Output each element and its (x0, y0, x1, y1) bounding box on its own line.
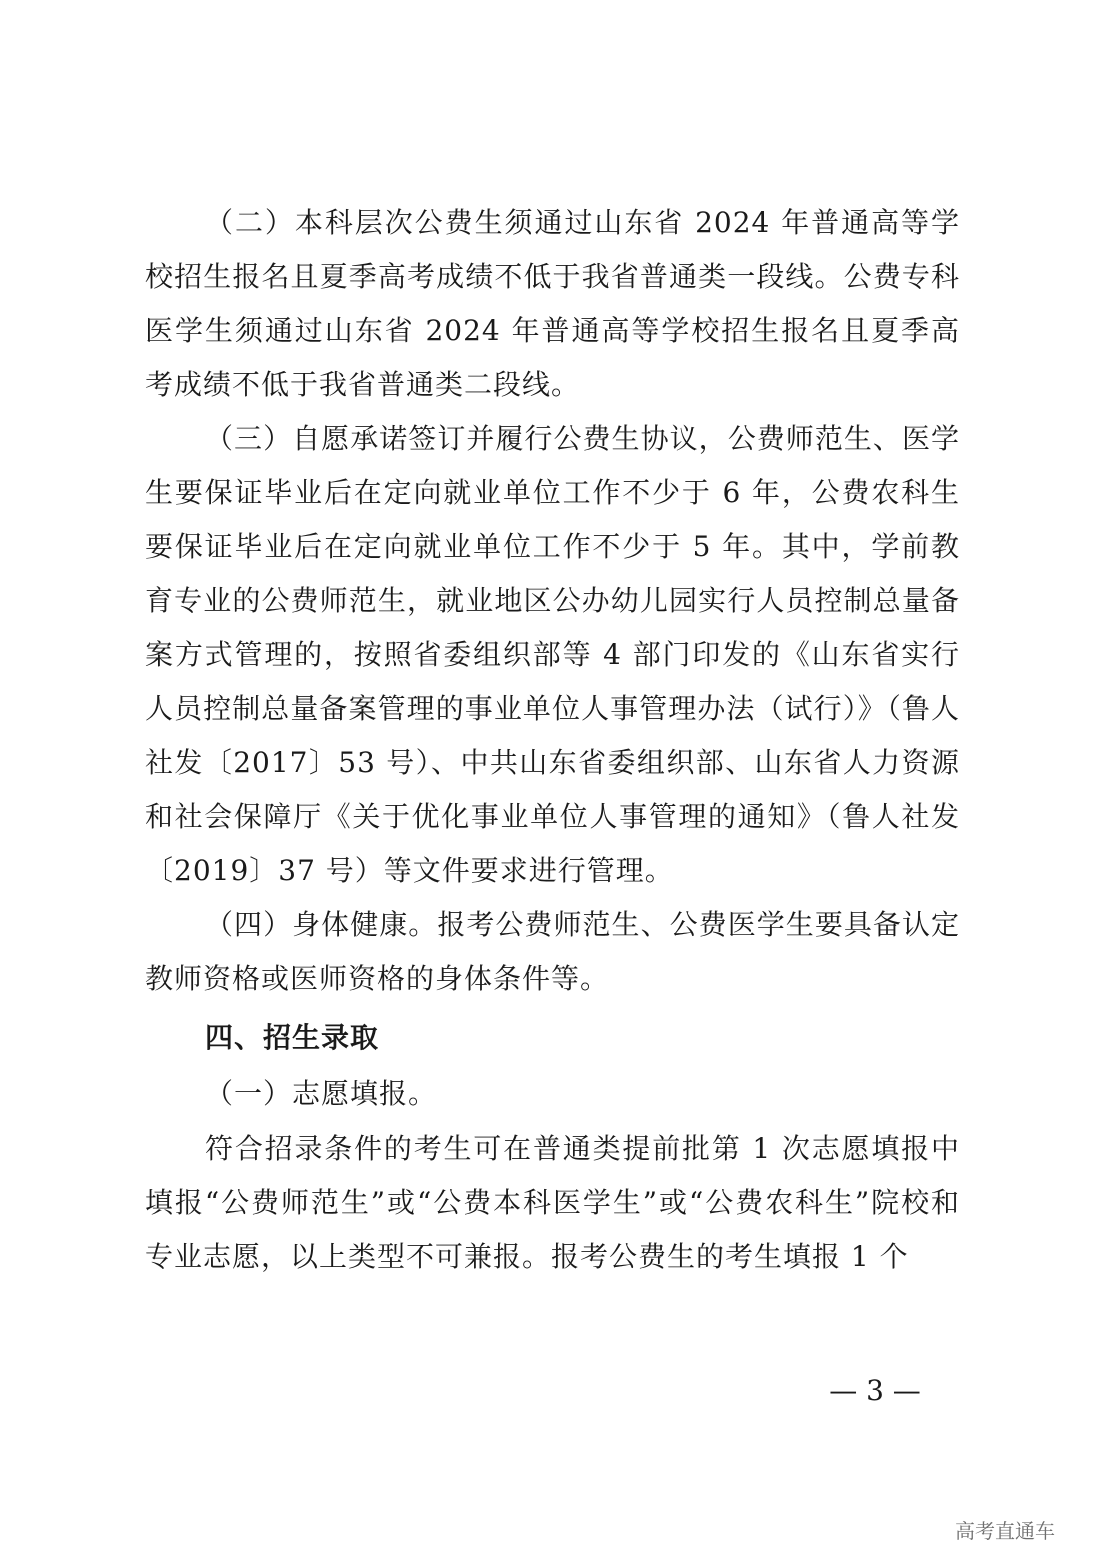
document-body (145, 196, 960, 1284)
paragraph-requirement-2: （二）本科层次公费生须通过山东省 2024 年普通高等学校招生报名且夏季高考成绩不低于我省普通类一段线。公费专科医学生须通过山东省 2024 年普通高等学校招生报名且夏季高考成绩不低于我省普通类二段线。 (145, 206, 960, 401)
subsection-heading: （一）志愿填报。 (205, 1077, 438, 1110)
watermark-text: 高考直通车 (955, 1519, 1055, 1543)
paragraph-requirement-3: （三）自愿承诺签订并履行公费生协议，公费师范生、医学生要保证毕业后在定向就业单位工作不少于 6 年，公费农科生要保证毕业后在定向就业单位工作不少于 5 年。其中，学前教育专业的公费师范生，就业地区公办幼儿园实行人员控制总量备案方式管理的，按照省委组织部等 4 部门印发的《山东省实行人员控制总量备案管理的事业单位人事管理办法（试行）》（鲁人社发〔2017〕53 号）、中共山东省委组织部、山东省人力资源和社会保障厅《关于优化事业单位人事管理的通知》（鲁人社发〔2019〕37 号）等文件要求进行管理。 (145, 422, 960, 887)
paragraph-requirement-4: （四）身体健康。报考公费师范生、公费医学生要具备认定教师资格或医师资格的身体条件等。 (145, 908, 960, 995)
section-heading: 四、招生录取 (205, 1021, 380, 1054)
page-number: — 3 — (829, 1374, 921, 1407)
paragraph-application: 符合招录条件的考生可在普通类提前批第 1 次志愿填报中填报“公费师范生”或“公费本科医学生”或“公费农科生”院校和专业志愿，以上类型不可兼报。报考公费生的考生填报 1 个 (145, 1132, 960, 1273)
